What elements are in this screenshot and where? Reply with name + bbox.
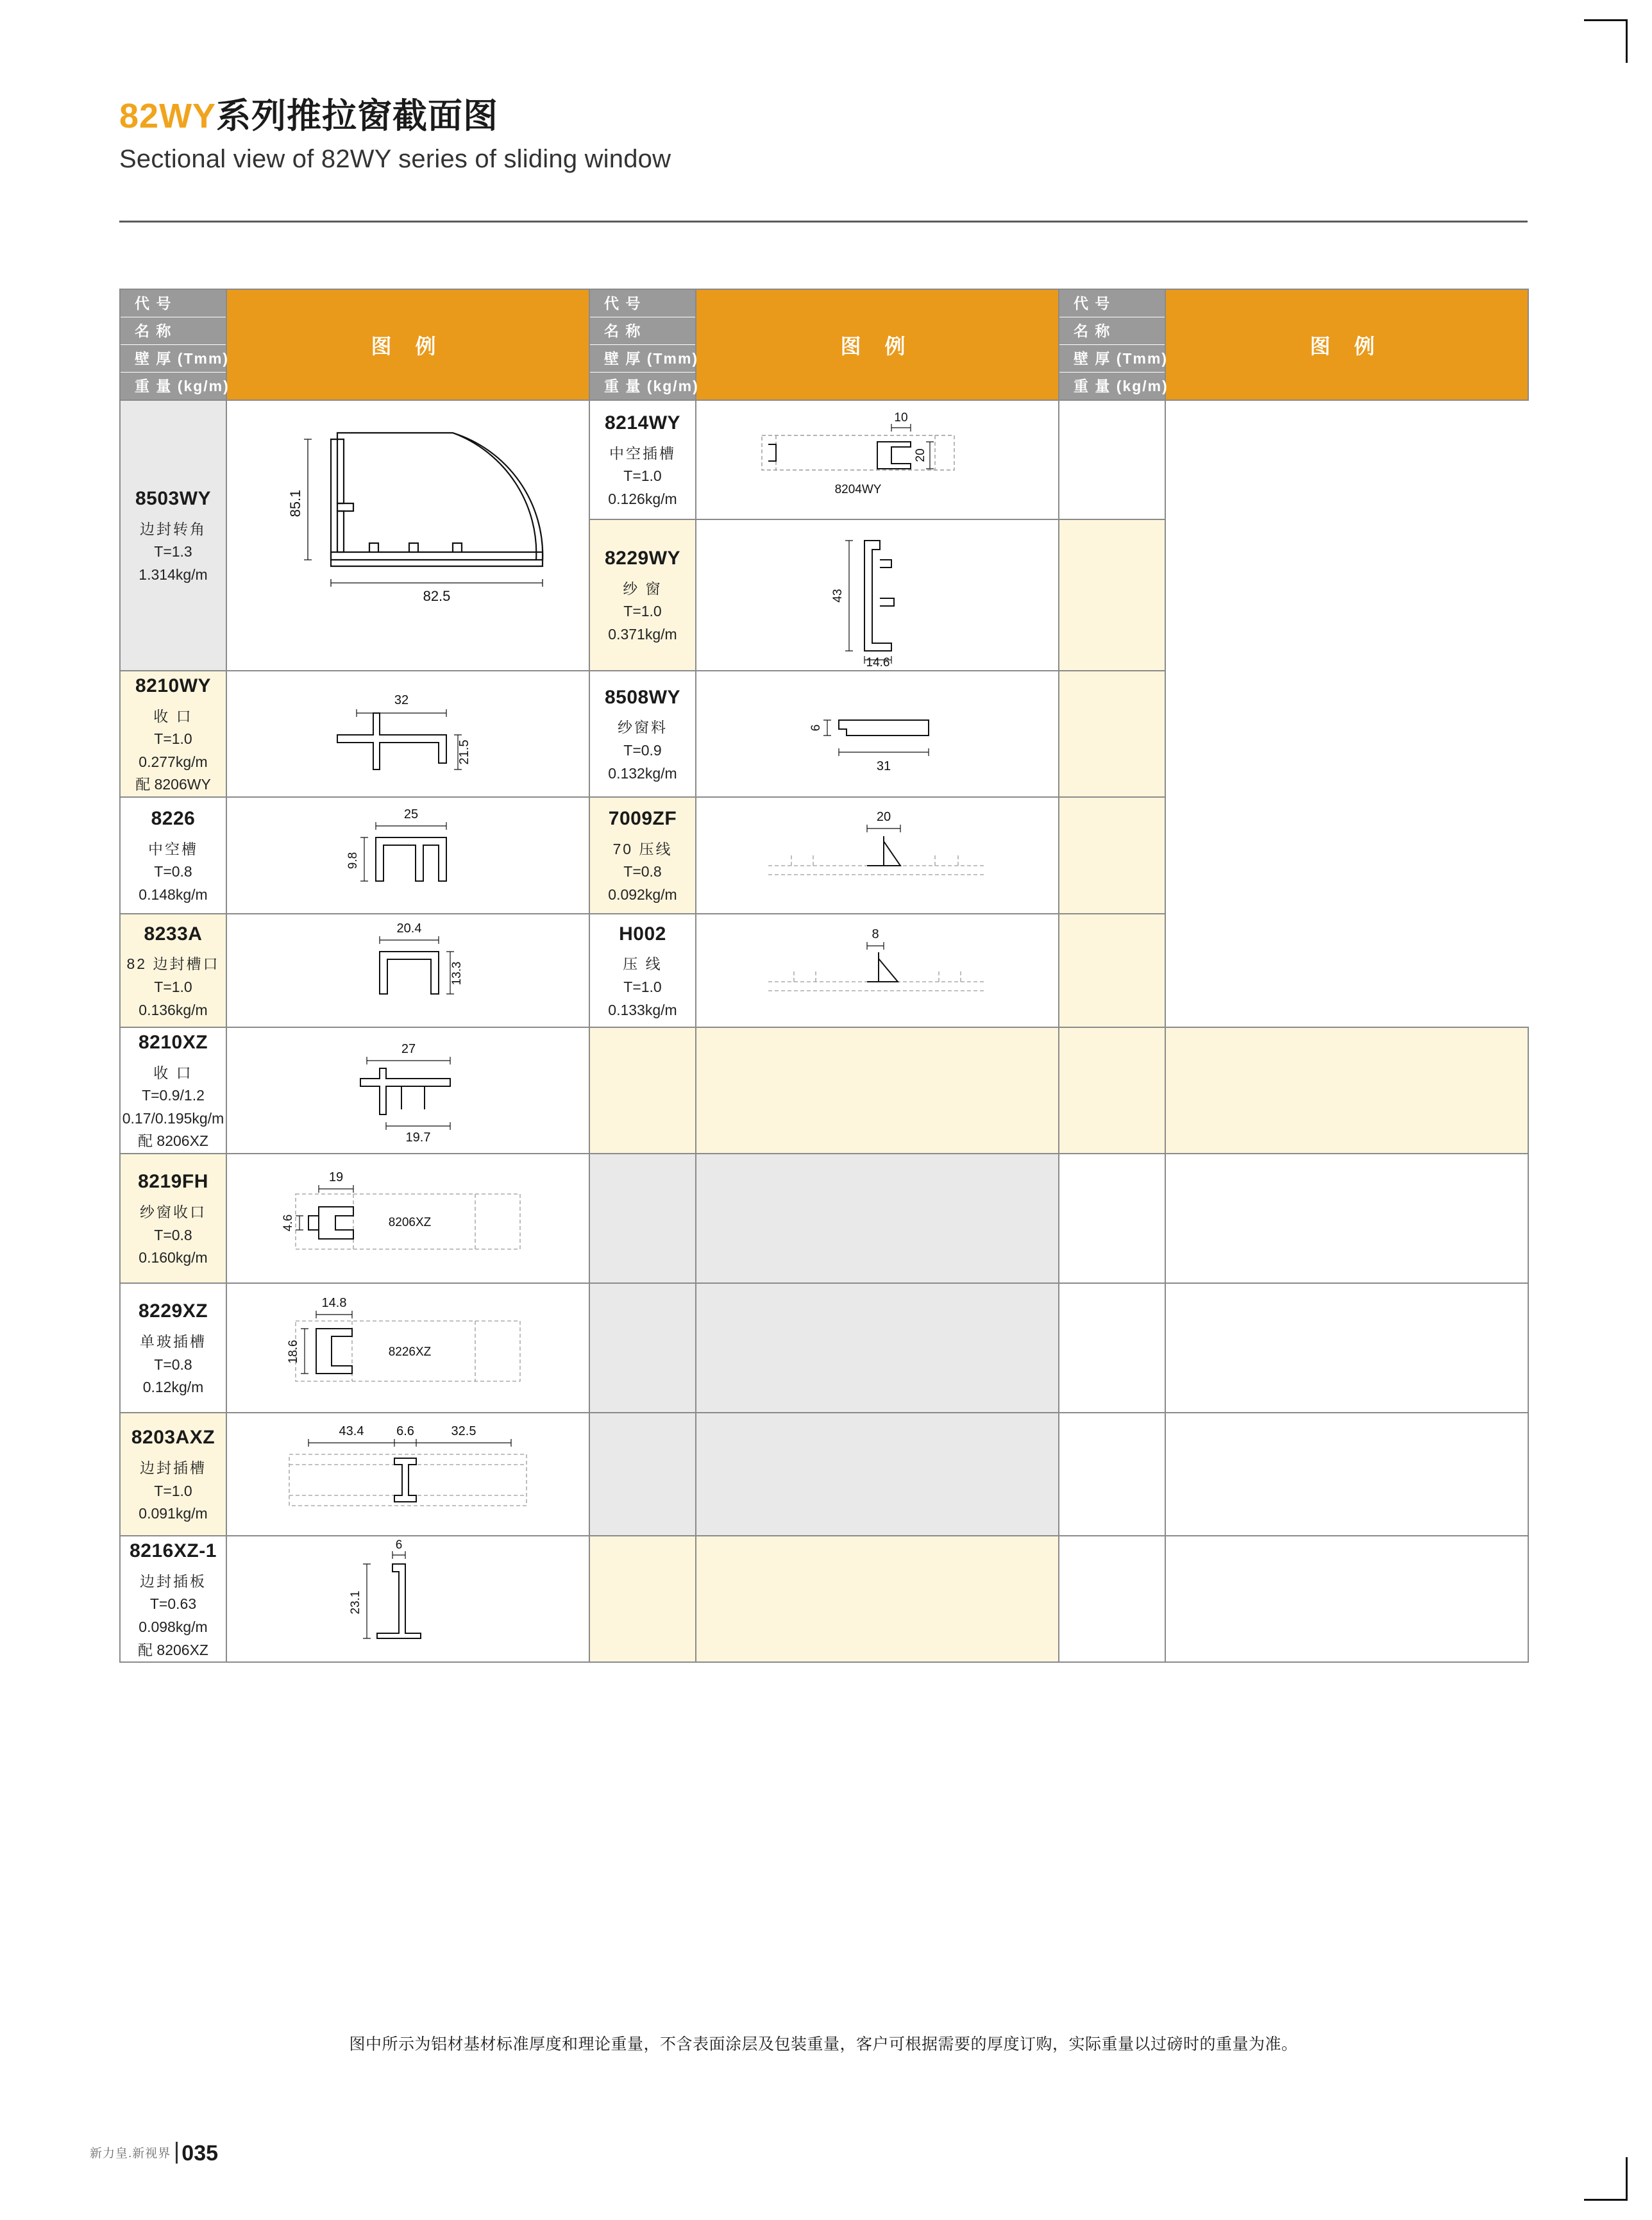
table-row bbox=[120, 797, 1528, 914]
svg-text:8: 8 bbox=[872, 927, 879, 941]
profile-figure-h002 bbox=[696, 914, 1059, 1027]
profile-info-8503wy bbox=[120, 400, 226, 671]
svg-text:20: 20 bbox=[876, 810, 891, 825]
header-label-code: 代 号 bbox=[1059, 290, 1165, 317]
profile-info-empty bbox=[589, 1536, 696, 1662]
profile-weight: 0.371kg/m bbox=[608, 625, 677, 643]
profile-info-empty bbox=[589, 1413, 696, 1536]
profile-figure-empty bbox=[1059, 519, 1165, 671]
profile-extra: 配 8206XZ bbox=[138, 1641, 208, 1658]
svg-text:6: 6 bbox=[395, 1538, 403, 1552]
profile-thickness: T=1.3 bbox=[154, 543, 192, 560]
profile-code: 8229WY bbox=[604, 548, 681, 569]
profile-figure-empty bbox=[1165, 1536, 1528, 1662]
header-label-weight: 重 量 (kg/m) bbox=[135, 378, 230, 394]
header-figure-col3: 图 例 bbox=[1165, 289, 1528, 400]
svg-text:14.6: 14.6 bbox=[866, 655, 890, 669]
svg-text:6.6: 6.6 bbox=[396, 1424, 414, 1439]
table-row bbox=[120, 1536, 1528, 1662]
header-figure-col2: 图 例 bbox=[696, 289, 1059, 400]
profile-thickness: T=1.0 bbox=[623, 978, 662, 995]
header-label-code: 代 号 bbox=[590, 290, 695, 317]
profile-figure-8503wy bbox=[226, 400, 589, 671]
profile-name: 边封插板 bbox=[140, 1572, 206, 1590]
profile-name: 70 压线 bbox=[612, 840, 673, 857]
table-row bbox=[120, 1413, 1528, 1536]
profile-info-8219fh bbox=[120, 1154, 226, 1283]
profile-name: 纱窗料 bbox=[618, 719, 668, 736]
profile-code: 8508WY bbox=[604, 686, 681, 708]
page-header bbox=[119, 96, 1517, 174]
profile-code: 8226 bbox=[151, 808, 196, 830]
profile-info-8203axz bbox=[120, 1413, 226, 1536]
profile-code: 8219FH bbox=[138, 1171, 208, 1193]
profile-info-empty bbox=[1059, 1283, 1165, 1413]
profiles-table bbox=[119, 289, 1529, 1663]
profile-name: 边封转角 bbox=[140, 520, 206, 537]
svg-text:13.3: 13.3 bbox=[450, 961, 464, 986]
profile-weight: 0.148kg/m bbox=[139, 886, 208, 904]
profile-figure-empty bbox=[1059, 797, 1165, 914]
profile-code: 8233A bbox=[144, 923, 203, 945]
header-label-thickness: 壁 厚 (Tmm) bbox=[121, 345, 226, 373]
profile-figure-8229xz bbox=[226, 1283, 589, 1413]
profile-figure-empty bbox=[696, 1027, 1059, 1154]
profile-figure-8214wy bbox=[696, 400, 1059, 519]
svg-text:9.8: 9.8 bbox=[346, 852, 360, 870]
profile-weight: 1.314kg/m bbox=[139, 566, 208, 584]
profile-figure-empty bbox=[1165, 1413, 1528, 1536]
header-labels-col3 bbox=[1059, 289, 1168, 400]
svg-text:43: 43 bbox=[831, 589, 845, 603]
profile-extra: 配 8206WY bbox=[135, 776, 211, 793]
profile-info-empty bbox=[1059, 1027, 1165, 1154]
header-label-code: 代 号 bbox=[121, 290, 226, 317]
page-subtitle: Sectional view of 82WY series of sliding window bbox=[119, 145, 671, 174]
profile-info-empty bbox=[589, 1027, 696, 1154]
profile-figure-7009zf bbox=[696, 797, 1059, 914]
profile-thickness: T=1.0 bbox=[154, 978, 192, 995]
profile-info-empty bbox=[1059, 1413, 1165, 1536]
profile-weight: 0.12kg/m bbox=[142, 1379, 204, 1396]
profile-name: 82 边封槽口 bbox=[126, 955, 220, 973]
profile-thickness: T=0.8 bbox=[623, 863, 662, 880]
profile-name: 中空槽 bbox=[148, 840, 198, 857]
header-label-name: 名 称 bbox=[1059, 317, 1165, 345]
profile-extra: 配 8206XZ bbox=[138, 1132, 208, 1150]
header-label-name: 名 称 bbox=[121, 317, 226, 345]
profile-weight: 0.136kg/m bbox=[139, 1001, 208, 1018]
profile-figure-8203axz bbox=[226, 1413, 589, 1536]
profile-code: 8214WY bbox=[604, 412, 681, 434]
profile-weight: 0.098kg/m bbox=[139, 1618, 208, 1635]
profile-thickness: T=0.8 bbox=[154, 1356, 192, 1373]
footer-separator bbox=[176, 2142, 178, 2164]
profile-info-8229xz bbox=[120, 1283, 226, 1413]
profile-weight: 0.17/0.195kg/m bbox=[122, 1109, 224, 1127]
profile-figure-empty bbox=[1165, 1154, 1528, 1283]
profile-info-8216xz-1 bbox=[120, 1536, 226, 1662]
svg-text:25: 25 bbox=[403, 807, 419, 822]
profile-figure-empty bbox=[1059, 671, 1165, 797]
crop-mark-bottom-right-v bbox=[1626, 2157, 1628, 2201]
svg-text:18.6: 18.6 bbox=[287, 1340, 300, 1364]
svg-text:8226XZ: 8226XZ bbox=[388, 1345, 432, 1359]
profile-code: 8229XZ bbox=[138, 1300, 208, 1322]
svg-text:82.5: 82.5 bbox=[423, 588, 451, 604]
svg-text:85.1: 85.1 bbox=[287, 489, 303, 517]
svg-text:4.6: 4.6 bbox=[282, 1214, 295, 1232]
table-row bbox=[120, 400, 1528, 519]
profile-figure-8226 bbox=[226, 797, 589, 914]
header-label-name: 名 称 bbox=[590, 317, 695, 345]
svg-text:32.5: 32.5 bbox=[451, 1424, 476, 1439]
profile-thickness: T=1.0 bbox=[154, 1482, 192, 1499]
profile-figure-8233a bbox=[226, 914, 589, 1027]
header-label-thickness: 壁 厚 (Tmm) bbox=[590, 345, 695, 373]
profile-thickness: T=0.8 bbox=[154, 1226, 192, 1243]
table-row bbox=[120, 1154, 1528, 1283]
profile-code: 8210XZ bbox=[138, 1032, 208, 1054]
footnote: 图中所示为铝材基材标准厚度和理论重量，不含表面涂层及包装重量，客户可根据需要的厚度订购，实际重量以过磅时的重量为准。 bbox=[349, 2035, 1298, 2053]
svg-text:32: 32 bbox=[394, 693, 409, 707]
table-header-row bbox=[120, 289, 1528, 400]
header-figure-col1: 图 例 bbox=[226, 289, 589, 400]
page-title-code: 82WY bbox=[119, 97, 217, 135]
profile-name: 中空插槽 bbox=[609, 444, 676, 462]
profile-code: H002 bbox=[619, 923, 666, 945]
profile-code: 7009ZF bbox=[608, 808, 677, 830]
profile-weight: 0.132kg/m bbox=[608, 764, 677, 782]
svg-text:43.4: 43.4 bbox=[339, 1424, 364, 1439]
svg-text:21.5: 21.5 bbox=[457, 739, 471, 764]
profile-figure-empty bbox=[696, 1283, 1059, 1413]
profile-code: 8203AXZ bbox=[131, 1427, 215, 1449]
profile-weight: 0.277kg/m bbox=[139, 753, 208, 770]
profile-thickness: T=0.63 bbox=[149, 1595, 197, 1613]
crop-mark-top-right-v bbox=[1626, 19, 1628, 63]
profile-thickness: T=0.9/1.2 bbox=[142, 1087, 205, 1104]
profile-info-h002 bbox=[589, 914, 696, 1027]
svg-text:19: 19 bbox=[328, 1170, 344, 1185]
profile-figure-empty bbox=[1165, 1027, 1528, 1154]
profile-thickness: T=1.0 bbox=[623, 467, 662, 485]
profile-info-7009zf bbox=[589, 797, 696, 914]
profile-code: 8503WY bbox=[135, 488, 212, 510]
table-row bbox=[120, 1027, 1528, 1154]
profile-name: 单玻插槽 bbox=[140, 1333, 206, 1350]
profile-name: 纱 窗 bbox=[623, 580, 662, 597]
table-row bbox=[120, 914, 1528, 1027]
header-label-weight: 重 量 (kg/m) bbox=[604, 378, 699, 394]
profile-info-8210wy bbox=[120, 671, 226, 797]
profile-code: 8210WY bbox=[135, 675, 212, 696]
svg-text:10: 10 bbox=[894, 410, 908, 425]
profile-figure-8508wy bbox=[696, 671, 1059, 797]
profile-info-empty bbox=[1059, 1154, 1165, 1283]
svg-text:31: 31 bbox=[876, 759, 891, 773]
profile-name: 收 口 bbox=[153, 1064, 193, 1081]
profile-figure-8229wy bbox=[696, 519, 1059, 671]
page-title-rest: 系列推拉窗截面图 bbox=[216, 97, 499, 135]
profile-info-8508wy bbox=[589, 671, 696, 797]
profile-thickness: T=1.0 bbox=[623, 603, 662, 620]
page-number: 035 bbox=[181, 2140, 219, 2165]
header-label-thickness: 壁 厚 (Tmm) bbox=[1059, 345, 1165, 373]
profile-thickness: T=0.8 bbox=[154, 863, 192, 880]
table-row bbox=[120, 671, 1528, 797]
profile-name: 压 线 bbox=[623, 955, 662, 973]
header-label-weight: 重 量 (kg/m) bbox=[1074, 378, 1168, 394]
profile-info-8214wy bbox=[589, 400, 696, 519]
svg-text:20.4: 20.4 bbox=[396, 921, 422, 936]
svg-text:23.1: 23.1 bbox=[349, 1590, 362, 1615]
profile-name: 收 口 bbox=[153, 707, 193, 725]
svg-text:14.8: 14.8 bbox=[321, 1296, 347, 1311]
profile-weight: 0.091kg/m bbox=[139, 1505, 208, 1522]
profile-weight: 0.133kg/m bbox=[608, 1001, 677, 1018]
profile-info-empty bbox=[589, 1154, 696, 1283]
profile-info-8233a bbox=[120, 914, 226, 1027]
profile-info-8210xz bbox=[120, 1027, 226, 1154]
svg-text:27: 27 bbox=[401, 1042, 416, 1057]
header-divider bbox=[119, 221, 1528, 223]
table-row bbox=[120, 1283, 1528, 1413]
profile-figure-8210xz bbox=[226, 1027, 589, 1154]
page-title bbox=[119, 96, 1517, 136]
profile-info-empty bbox=[589, 1283, 696, 1413]
profile-thickness: T=1.0 bbox=[154, 730, 192, 748]
svg-text:8204WY: 8204WY bbox=[834, 482, 882, 496]
profile-weight: 0.160kg/m bbox=[139, 1249, 208, 1266]
profile-thickness: T=0.9 bbox=[623, 741, 662, 759]
profile-figure-empty bbox=[1059, 914, 1165, 1027]
profile-weight: 0.126kg/m bbox=[608, 490, 677, 507]
profile-info-empty bbox=[1059, 1536, 1165, 1662]
profile-name: 边封插槽 bbox=[140, 1459, 206, 1476]
profiles-table-wrap bbox=[119, 289, 1528, 1663]
svg-text:8206XZ: 8206XZ bbox=[388, 1216, 432, 1230]
profile-figure-empty bbox=[696, 1413, 1059, 1536]
crop-mark-bottom-right-h bbox=[1584, 2199, 1628, 2201]
svg-text:6: 6 bbox=[809, 724, 823, 731]
footer-brand: 新力皇.新视界 bbox=[90, 2147, 171, 2160]
profile-figure-empty bbox=[696, 1154, 1059, 1283]
profile-weight: 0.092kg/m bbox=[608, 886, 677, 904]
page-footer bbox=[90, 2142, 218, 2164]
profile-figure-empty bbox=[696, 1536, 1059, 1662]
profile-figure-8216xz-1 bbox=[226, 1536, 589, 1662]
header-labels-col1 bbox=[120, 289, 230, 400]
profile-code: 8216XZ-1 bbox=[130, 1540, 217, 1562]
svg-text:20: 20 bbox=[914, 448, 927, 462]
profile-name: 纱窗收口 bbox=[140, 1203, 206, 1220]
profile-figure-8219fh bbox=[226, 1154, 589, 1283]
profile-figure-empty bbox=[1165, 1283, 1528, 1413]
header-labels-col2 bbox=[589, 289, 699, 400]
crop-mark-top-right-h bbox=[1584, 19, 1628, 21]
profile-figure-empty bbox=[1059, 400, 1165, 519]
profile-figure-8210wy bbox=[226, 671, 589, 797]
profile-info-8229wy bbox=[589, 519, 696, 671]
svg-text:19.7: 19.7 bbox=[405, 1131, 431, 1145]
profile-info-8226 bbox=[120, 797, 226, 914]
